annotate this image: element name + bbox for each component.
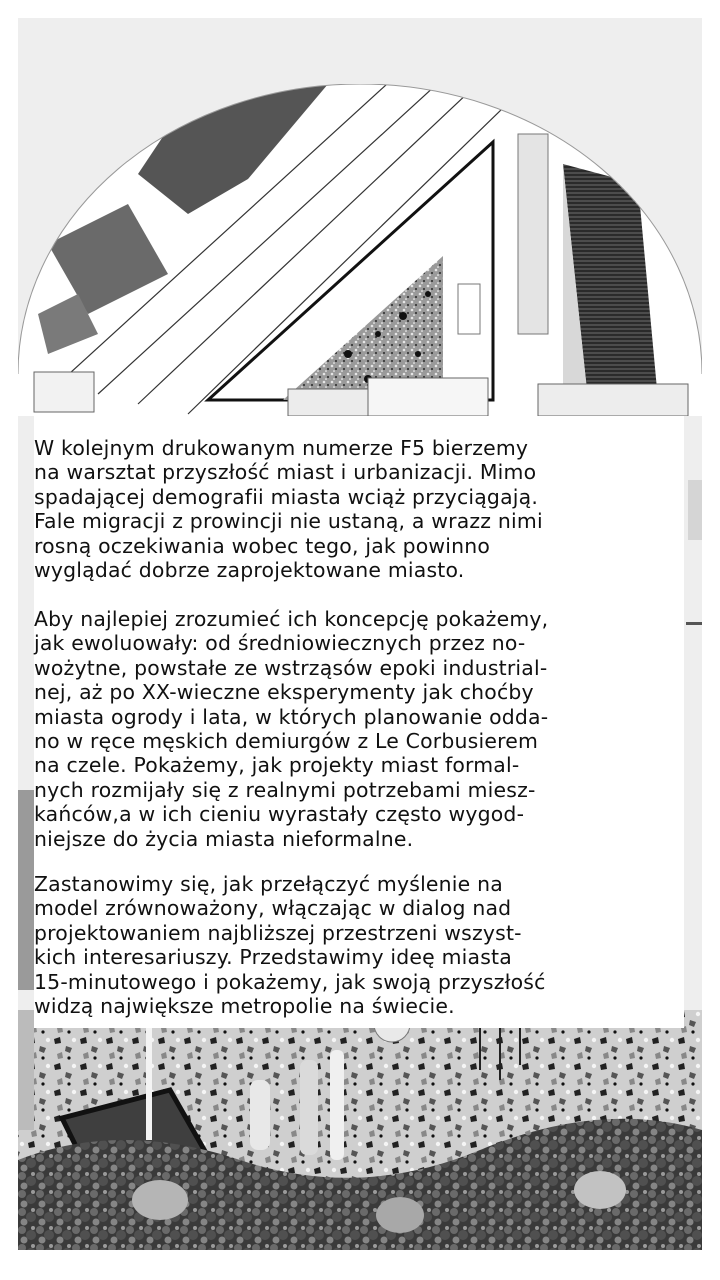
architecture-arch-illustration <box>18 84 702 416</box>
article-paragraph-2: Aby najlepiej zrozumieć ich koncepcję pokażemy, jak ewoluowały: od średniowiecznych przez no- wożytne, powstałe ze wstrząsów epoki industrial- nej, aż po XX-wieczne eksperymenty jak choćby miasta ogrody i lata, w których planowanie odda- no w ręce męskich demiurgów z Le Corbusierem na czele. Pokażemy, jak projekty miast formal- nych rozmijały się z realnymi potrzebami miesz- kańców,a w ich cieniu wyrastały często wygod- niejsze do życia miasta nieformalne. <box>34 607 549 851</box>
edge-shadow <box>688 480 702 540</box>
article-paragraph-3: Zastanowimy się, jak przełączyć myślenie na model zrównoważony, włączając w dialog nad projektowaniem najbliższej przestrzeni wszyst- kich interesariuszy. Przedstawimy ideę miasta 15-minutowego i pokażemy, jak swoją przyszłość widzą największe metropolie na świecie. <box>34 872 546 1019</box>
edge-strip-left <box>18 790 34 990</box>
garden-collage-illustration <box>0 1010 720 1280</box>
edge-mark <box>686 622 702 625</box>
article-paragraph-1: W kolejnym drukowanym numerze F5 bierzemy na warsztat przyszłość miast i urbanizacji. Mimo spadającej demografii miasta wciąż przyciągają. Fale migracji z prowincji nie ustaną, a wrazz nimi rosną oczekiwania wobec tego, jak powinno wyglądać dobrze zaprojektowane miasto. <box>34 436 543 583</box>
